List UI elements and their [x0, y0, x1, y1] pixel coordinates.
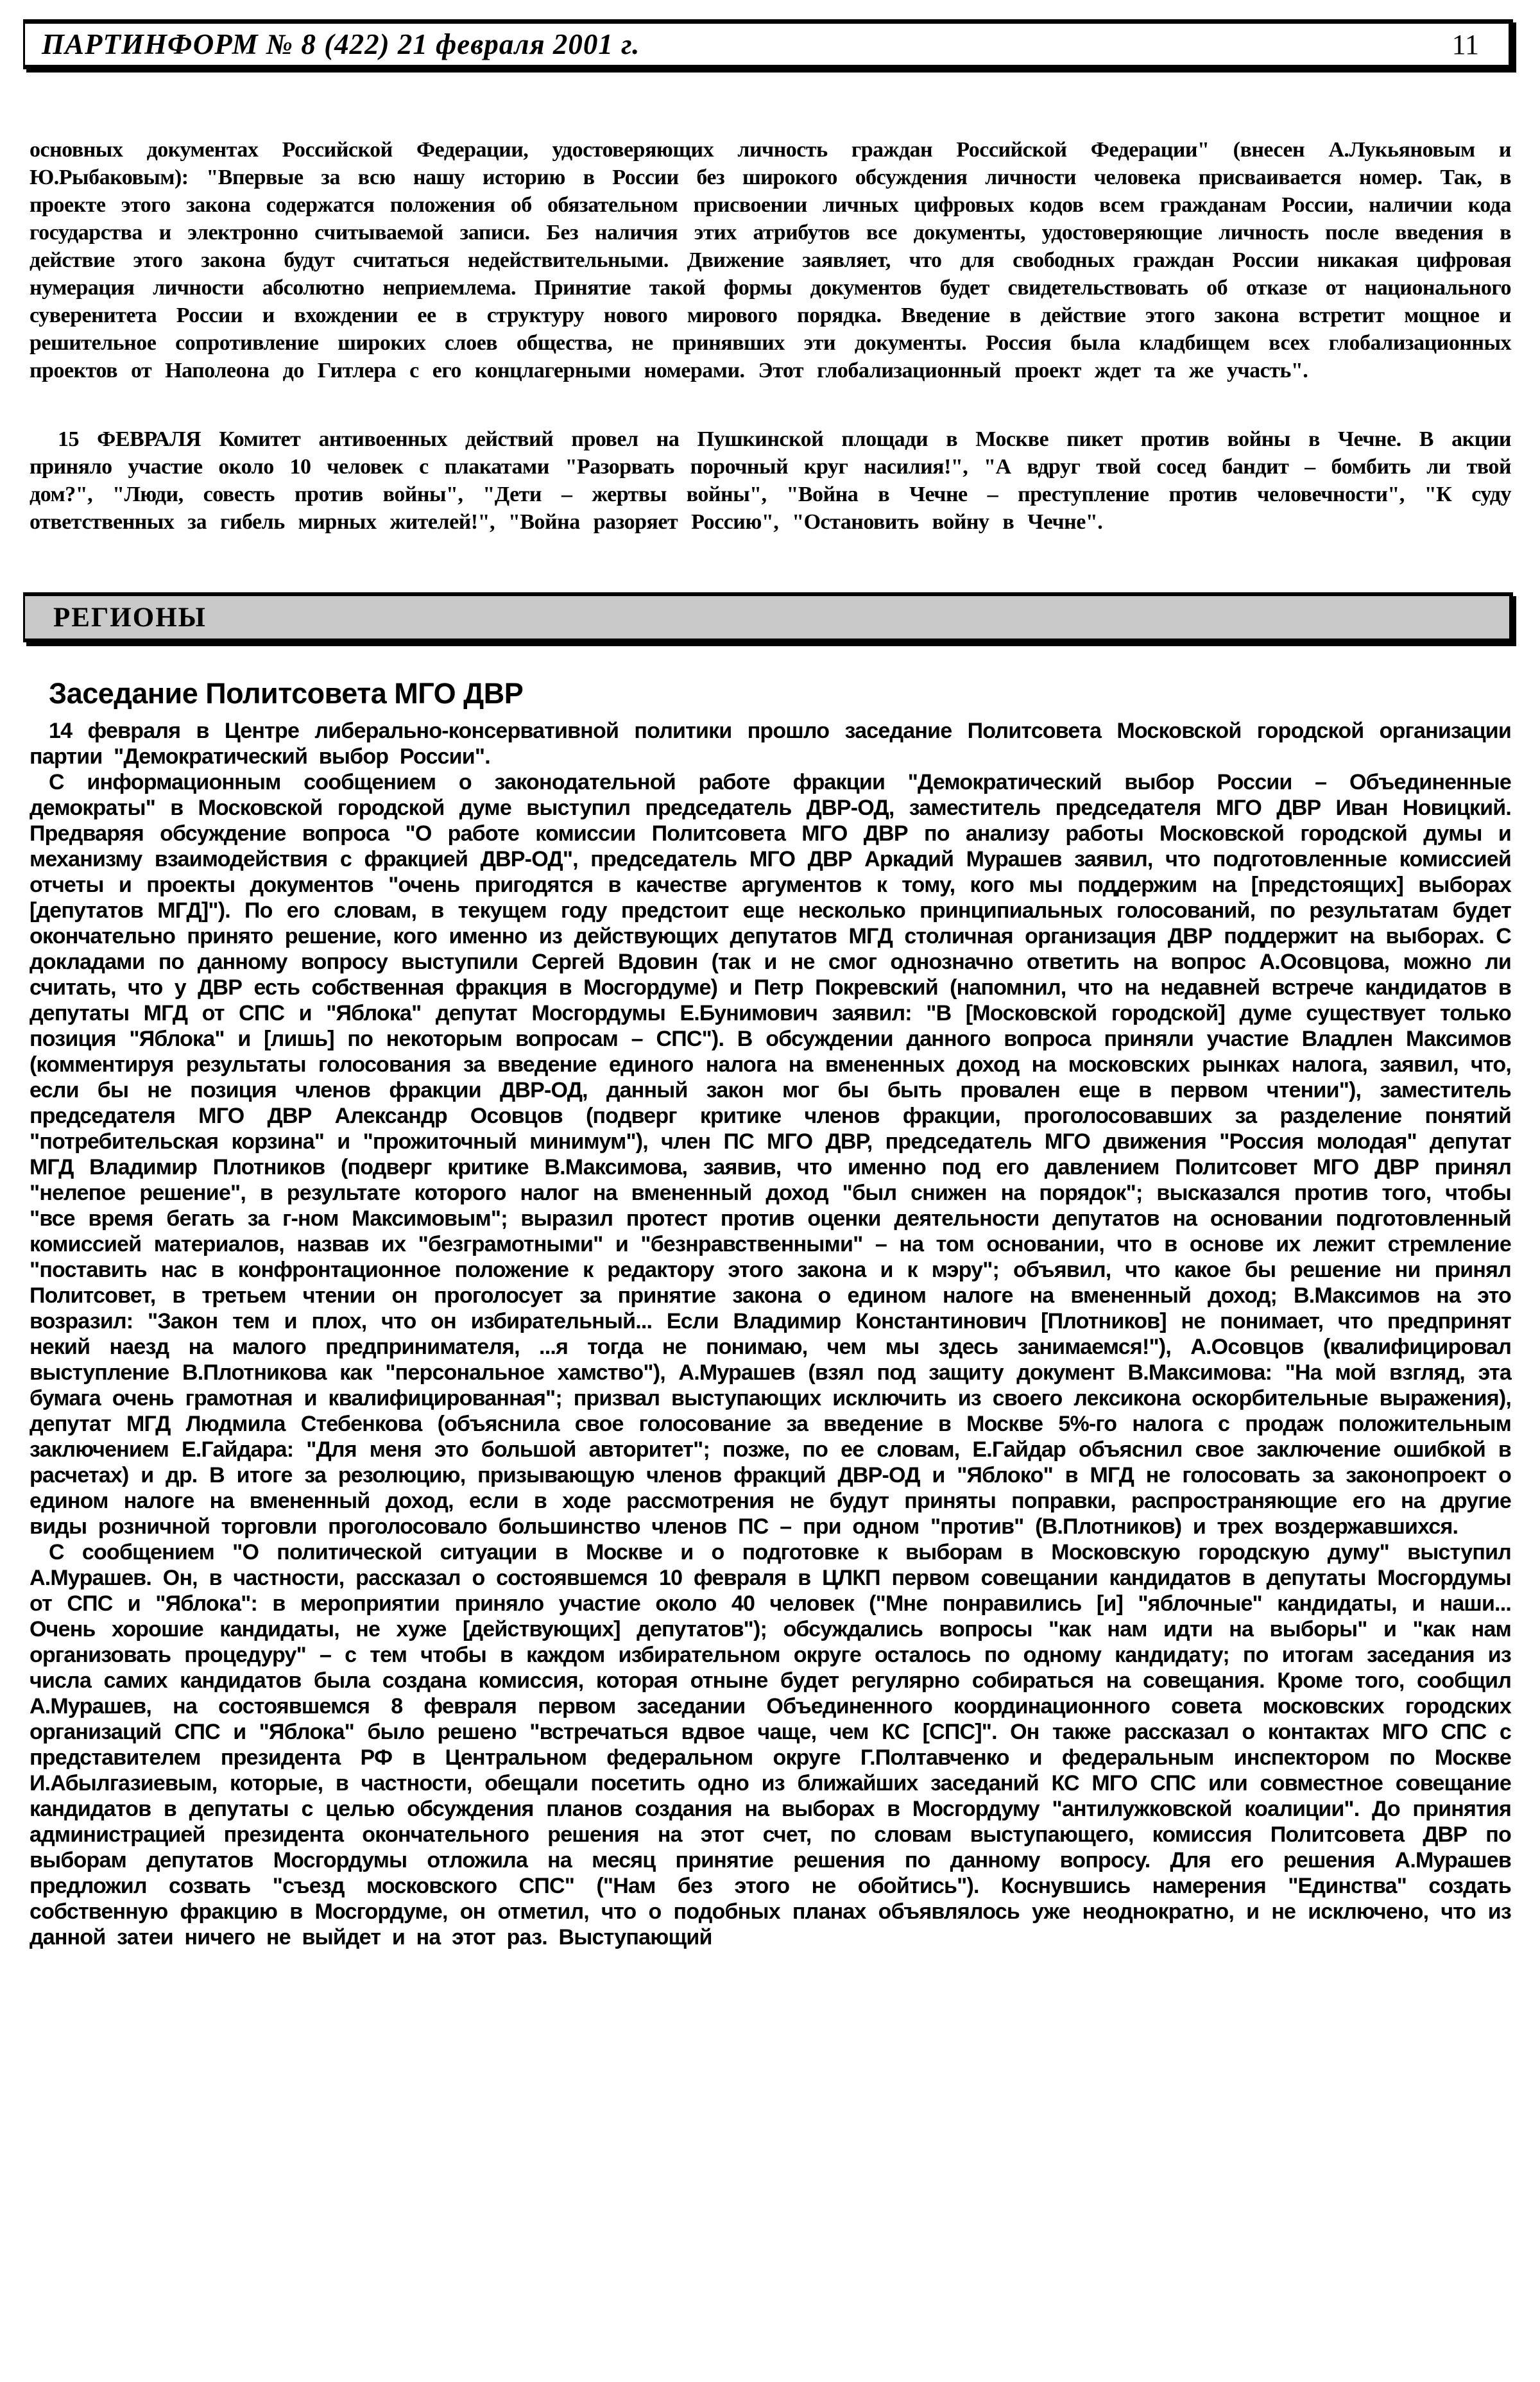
- newsletter-title: ПАРТИНФОРМ № 8 (422) 21 февраля 2001 г.: [42, 28, 640, 60]
- article: [30, 677, 1511, 1950]
- article-heading: Заседание Политсовета МГО ДВР: [49, 677, 524, 710]
- section-title: РЕГИОНЫ: [53, 602, 207, 633]
- text-column: [30, 136, 1511, 1950]
- article-paragraph-politsovet: С информационным сообщением о законодательной работе фракции "Демократический выбор России – Объединенные демократы" в Московской городской думе выступил председатель ДВР-ОД, заместитель председателя МГО ДВР Иван Новицкий. Предваряя обсуждение вопроса "О работе комиссии Политсовета МГО ДВР по анализу работы Московской городской думы и механизму взаимодействия с фракцией ДВР-ОД", председатель МГО ДВР Аркадий Мурашев заявил, что подготовленные комиссией отчеты и проекты документов "очень пригодятся в качестве аргументов к тому, кого мы поддержим на [предстоящих] выборах [депутатов МГД]"). По его словам, в текущем году предстоит еще несколько принципиальных голосований, по результатам будет окончательно принято решение, кого именно из действующих депутатов МГД столичная организация ДВР поддержит на выборах. С докладами по данному вопросу выступили Сергей Вдовин (так и не смог однозначно ответить на вопрос А.Осовцова, можно ли считать, что у ДВР есть собственная фракция в Мосгордуме) и Петр Покревский (напомнил, что на недавней встрече кандидатов в депутаты МГД от СПС и "Яблока" депутат Мосгордумы Е.Бунимович заявил: "В [Московской городской] думе существует только позиция "Яблока" и [лишь] по некоторым вопросам – СПС"). В обсуждении данного вопроса приняли участие Владлен Максимов (комментируя результаты голосования за введение единого налога на вмененных доход на московских рынках налога, заявил, что, если бы не позиция членов фракции ДВР-ОД, данный закон мог бы быть провален еще в первом чтении"), заместитель председателя МГО ДВР Александр Осовцов (подверг критике членов фракции, проголосовавших за разделение понятий "потребительская корзина" и "прожиточный минимум"), член ПС МГО ДВР, председатель МГО движения "Россия молодая" депутат МГД Владимир Плотников (подверг критике В.Максимова, заявив, что именно под его давлением Политсовет МГО ДВР принял "нелепое решение", в результате которого налог на вмененный доход "был снижен на порядок"; высказался против того, чтобы "все время бегать за г-ном Максимовым"; выразил протест против оценки деятельности депутатов на основании подготовленный комиссией материалов, назвав их "безграмотными" и "безнравственными" – на том основании, что в основе их лежит стремление "поставить нас в конфронтационное положение к редактору этого закона и к мэру"; объявил, что какое бы решение ни принял Политсовет, в третьем чтении он проголосует за принятие закона о едином налоге на вмененный доход; В.Максимов на это возразил: "Закон тем и плох, что он избирательный... Если Владимир Константинович [Плотников] не понимает, что предпринят некий наезд на малого предпринимателя, ...я тогда не понимаю, чем мы здесь занимаемся!"), А.Осовцов (квалифицировал выступление В.Плотникова как "персональное хамство"), А.Мурашев (взял под защиту документ В.Максимова: "На мой взгляд, эта бумага очень грамотная и квалифицированная"; призвал выступающих исключить из своего лексикона оскорбительные выражения), депутат МГД Людмила Стебенкова (объяснила свое голосование за введение в Москве 5%-го налога с продаж положительным заключением Е.Гайдара: "Для меня это большой авторитет"; позже, по ее словам, Е.Гайдар объяснил свое заключение ошибкой в расчетах) и др. В итоге за резолюцию, призывающую членов фракций ДВР-ОД и "Яблоко" в МГД не голосовать за законопроект о едином налоге на вмененный доход, если в ходе рассмотрения не будут приняты поправки, распространяющие его на другие виды розничной торговли проголосовало большинство членов ПС – при одном "против" (В.Плотников) и трех воздержавшихся.: [30, 769, 1511, 1539]
- page-number: 11: [1451, 28, 1479, 60]
- article-paragraph-elections: С сообщением "О политической ситуации в Москве и о подготовке к выборам в Московскую городскую думу" выступил А.Мурашев. Он, в частности, рассказал о состоявшемся 10 февраля в ЦЛКП первом совещании кандидатов в депутаты Мосгордумы от СПС и "Яблока": в мероприятии приняло участие около 40 человек ("Мне понравились [и] "яблочные" кандидаты, и наши... Очень хорошие кандидаты, не хуже [действующих] депутатов"); обсуждались вопросы "как нам идти на выборы" и "как нам организовать процедуру" – с тем чтобы в каждом избирательном округе осталось по одному кандидату; по итогам заседания из числа самих кандидатов была создана комиссия, которая отныне будет регулярно собираться на совещания. Кроме того, сообщил А.Мурашев, на состоявшемся 8 февраля первом заседании Объединенного координационного совета московских городских организаций СПС и "Яблока" было решено "встречаться вдвое чаще, чем КС [СПС]". Он также рассказал о контактах МГО СПС с представителем президента РФ в Центральном федеральном округе Г.Полтавченко и федеральным инспектором по Москве И.Абылгазиевым, которые, в частности, обещали посетить одно из ближайших заседаний КС МГО СПС или совместное совещание кандидатов в депутаты с целью обсуждения планов создания на выборах в Мосгордуму "антилужковской коалиции". До принятия администрацией президента окончательного решения на этот счет, по словам выступающего, комиссия Политсовета ДВР по выборам депутатов Мосгордумы отложила на месяц принятие решения по данному вопросу. Для его решения А.Мурашев предложил созвать "съезд московского СПС" ("Нам без этого не обойтись"). Коснувшись намерения "Единства" создать собственную фракцию в Мосгордуме, он отметил, что о подобных планах объявлялось уже неоднократно, и не исключено, что из данной затеи ничего не выйдет и на этот раз. Выступающий: [30, 1539, 1511, 1949]
- intro-paragraph-continuation: основных документах Российской Федерации, удостоверяющих личность граждан Российской Федерации" (внесен А.Лукьяновым и Ю.Рыбаковым): "Впервые за всю нашу историю в России без широкого обсуждения личности человека присваивается номер. Так, в проекте этого закона содержатся положения об обязательном присвоении личных цифровых кодов всем гражданам России, наличии кода государства и электронно считываемой записи. Без наличия этих атрибутов все документы, удостоверяющие личность после введения в действие этого закона будут считаться недействительными. Движение заявляет, что для свободных граждан России никакая цифровая нумерация личности абсолютно неприемлема. Принятие такой формы документов будет свидетельствовать об отказе от национального суверенитета России и вхождении ее в структуру нового мирового порядка. Введение в действие этого закона встретит мощное и решительное сопротивление широких слоев общества, не принявших эти документы. Россия была кладбищем всех глобализационных проектов от Наполеона до Гитлера с его концлагерными номерами. Этот глобализационный проект ждет та же участь".: [30, 138, 1511, 382]
- intro-paragraph-picket: 15 ФЕВРАЛЯ Комитет антивоенных действий провел на Пушкинской площади в Москве пикет против войны в Чечне. В акции приняло участие около 10 человек с плакатами "Разорвать порочный круг насилия!", "А вдруг твой сосед бандит – бомбить ли твой дом?", "Люди, совесть против войны", "Дети – жертвы войны", "Война в Чечне – преступление против человечности", "К суду ответственных за гибель мирных жителей!", "Война разоряет Россию", "Остановить войну в Чечне".: [30, 427, 1511, 534]
- article-lead-paragraph: 14 февраля в Центре либерально-консервативной политики прошло заседание Политсовета Московской городской организации партии "Демократический выбор России".: [30, 718, 1511, 769]
- page-header: [23, 19, 1513, 69]
- section-header-regions: [23, 592, 1513, 642]
